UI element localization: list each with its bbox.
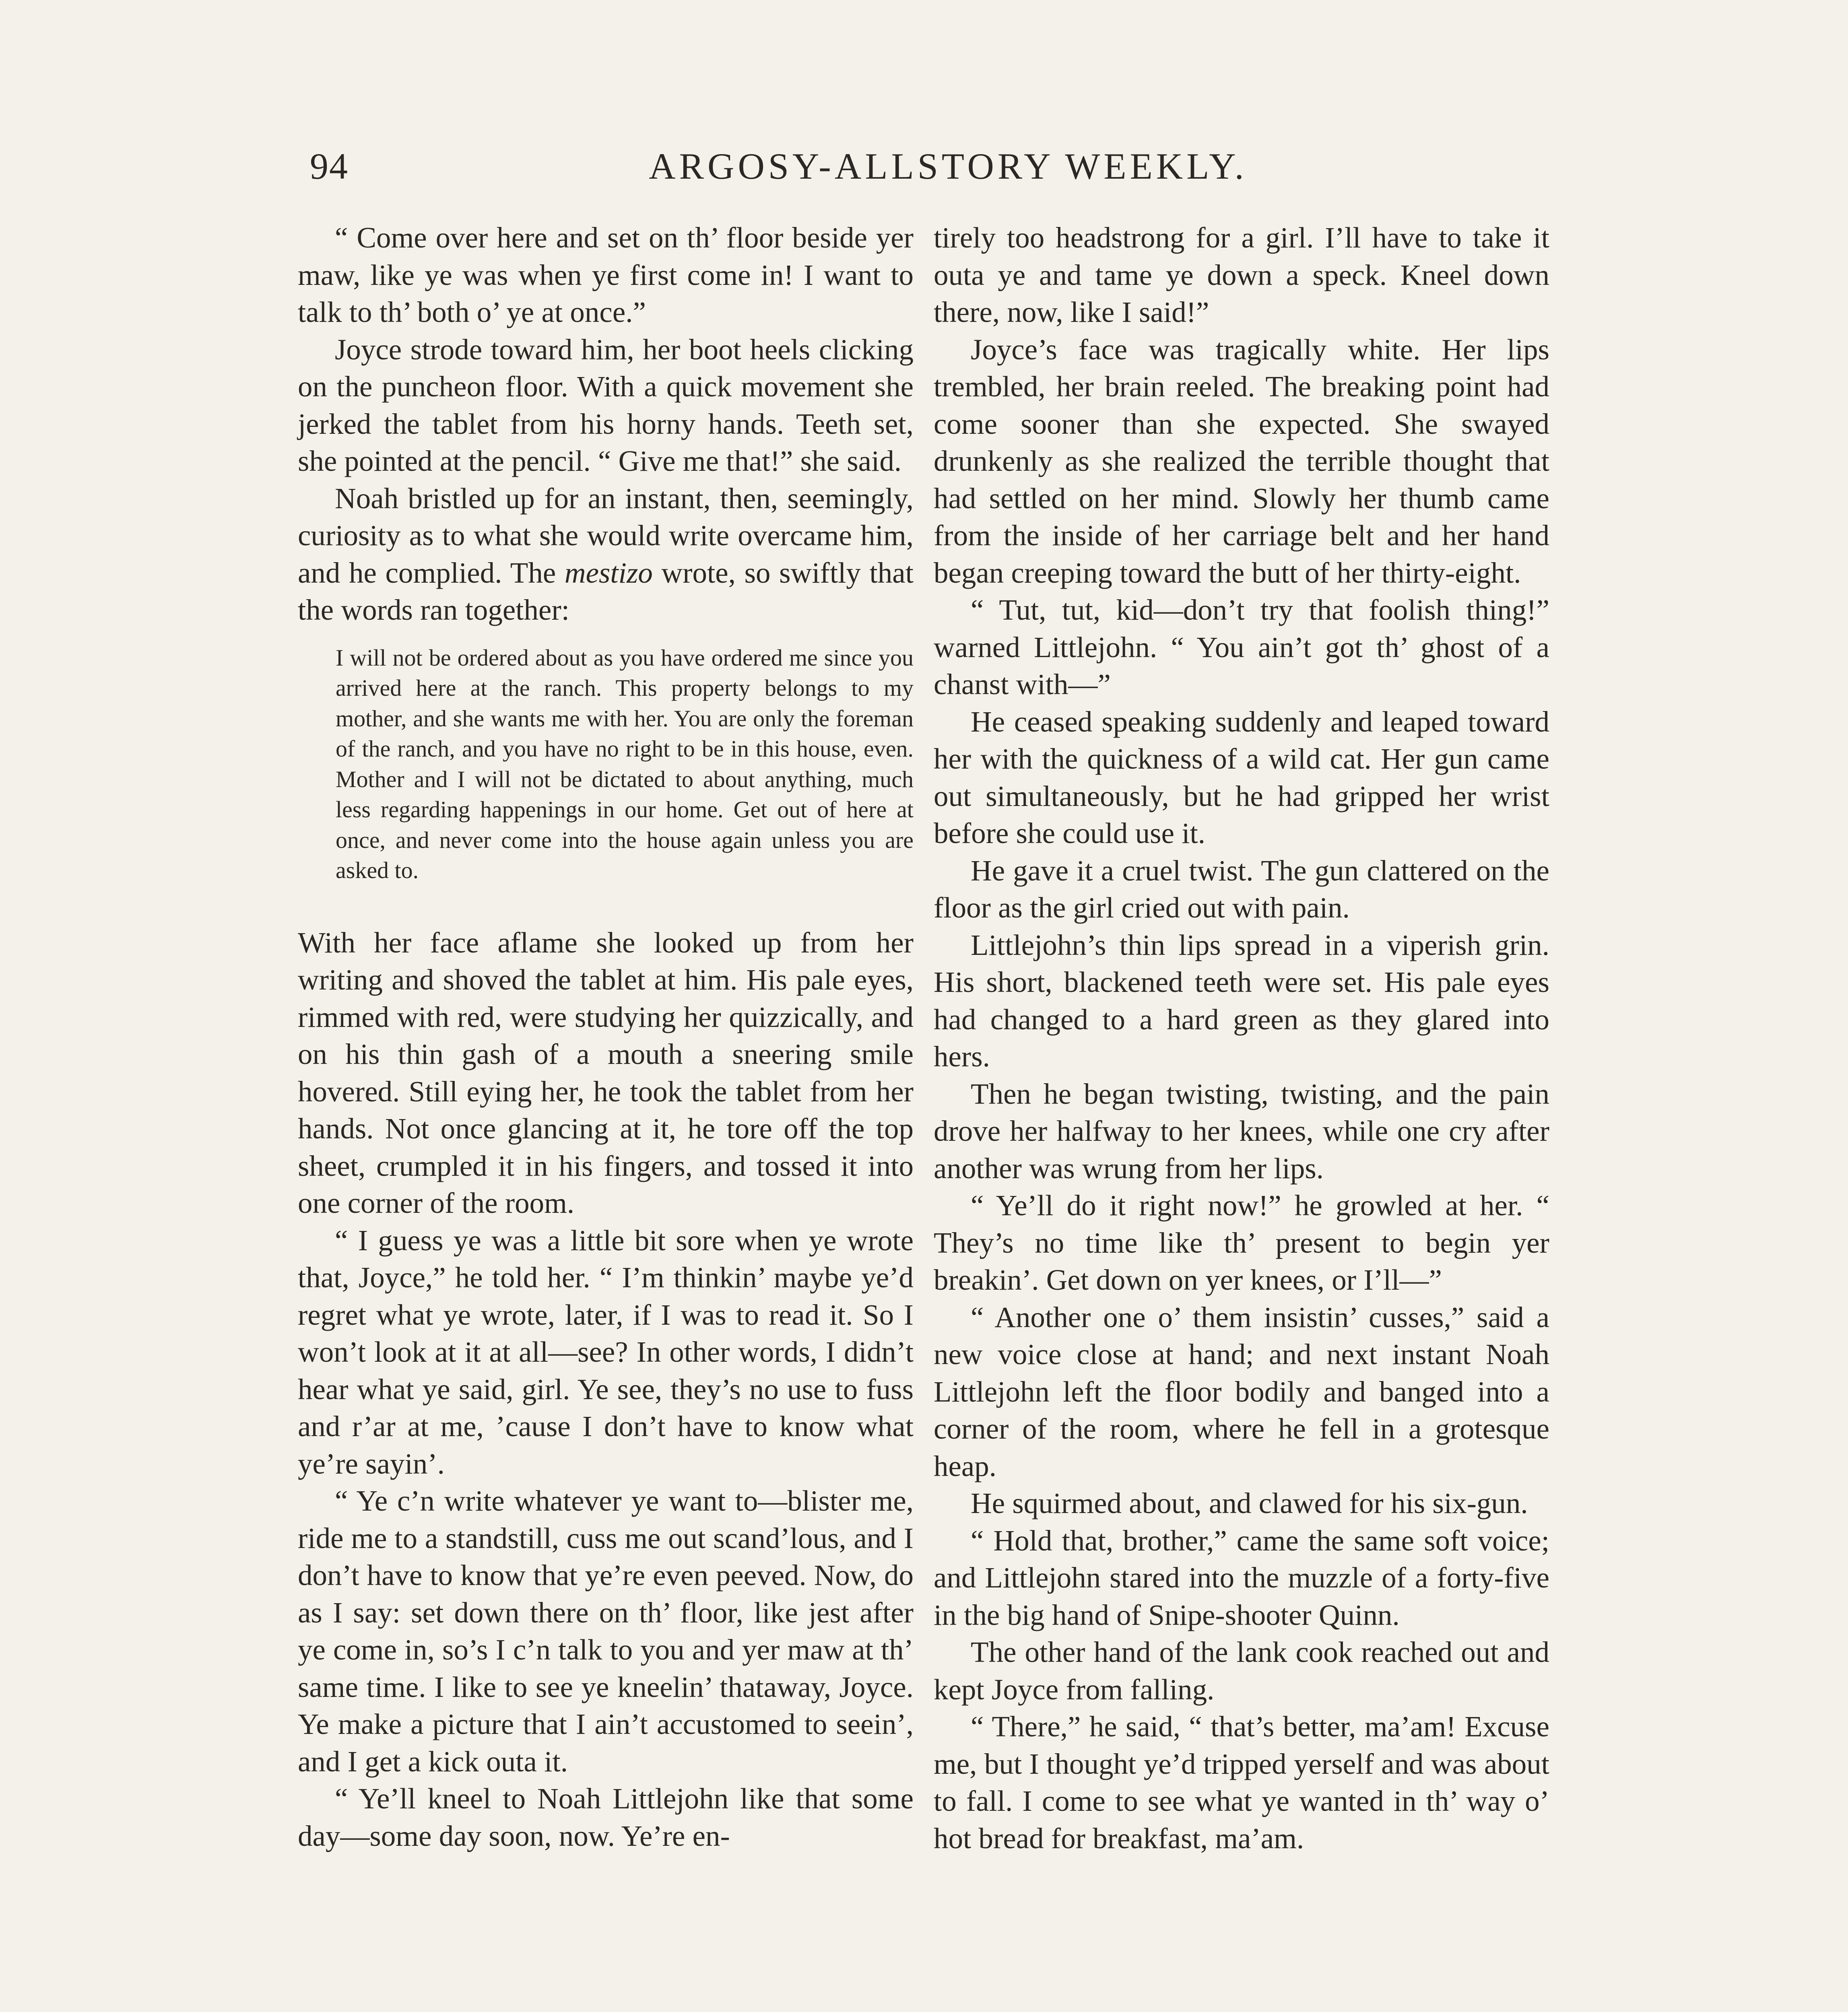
page-number: 94 xyxy=(310,146,349,187)
paragraph-text: wrote, so swiftly that the words ran together: xyxy=(298,556,914,626)
page-header xyxy=(298,145,1598,201)
paragraph: “ Hold that, brother,” came the same soft voice; and Littlejohn stared into the muzzle of a forty-five in the big hand of Snipe-shooter Quinn. xyxy=(934,1524,1549,1631)
paragraph: He squirmed about, and clawed for his six-gun. xyxy=(971,1487,1528,1519)
paragraph: “ Ye’ll kneel to Noah Littlejohn like that some day—some day soon, now. Ye’re en- xyxy=(298,1782,914,1852)
paragraph: Then he began twisting, twisting, and the pain drove her halfway to her knees, while one cry after another was wrung from her lips. xyxy=(934,1077,1549,1185)
paragraph: He gave it a cruel twist. The gun clattered on the floor as the girl cried out with pain. xyxy=(934,854,1549,924)
paragraph-text: Noah bristled up for an instant, then, seemingly, curiosity as to what she would write overcame him, and he complied. The xyxy=(298,482,914,589)
italic-word: mestizo xyxy=(564,556,653,589)
paragraph: “ Tut, tut, kid—don’t try that foolish thing!” warned Littlejohn. “ You ain’t got th’ ghost of a chanst with—” xyxy=(934,594,1549,701)
paragraph: With her face aflame she looked up from her writing and shoved the tablet at him. His pale eyes, rimmed with red, were studying her quizzically, and on his thin gash of a mouth a sneering smile hovered. Still eying her, he took the tablet from her hands. Not once glancing at it, he tore off the top sheet, crumpled it in his fingers, and tossed it into one corner of the room. xyxy=(298,926,914,1219)
paragraph: “ Ye’ll do it right now!” he growled at her. “ They’s no time like th’ present to begin yer breakin’. Get down on yer knees, or I’ll—” xyxy=(934,1189,1549,1296)
paragraph: “ Another one o’ them insistin’ cusses,” said a new voice close at hand; and next instant Noah Littlejohn left the floor bodily and banged into a corner of the room, where he fell in a grotesque heap. xyxy=(934,1301,1549,1482)
paragraph: The other hand of the lank cook reached out and kept Joyce from falling. xyxy=(934,1636,1549,1706)
paragraph-continued: tirely too headstrong for a girl. I’ll have to take it outa ye and tame ye down a speck. Kneel down there, now, like I said!” xyxy=(934,221,1549,328)
paragraph: He ceased speaking suddenly and leaped toward her with the quickness of a wild cat. Her gun came out simultaneously, but he had gripped her wrist before she could use it. xyxy=(934,705,1549,849)
paragraph: Joyce strode toward him, her boot heels clicking on the puncheon floor. With a quick movement she jerked the tablet from his horny hands. Teeth set, she pointed at the pencil. “ Give me that!” she said. xyxy=(298,333,914,477)
quoted-note: I will not be ordered about as you have ordered me since you arrived here at the ranch. This property belongs to my mother, and she wants me with her. You are only the foreman of the ranch, and you have no right to be in this house, even. Mother and I will not be dictated to about anything, much less regarding happenings in our home. Get out of here at once, and never come into the house again unless you are asked to. xyxy=(336,644,914,883)
paragraph: “ I guess ye was a little bit sore when ye wrote that, Joyce,” he told her. “ I’m thinkin’ maybe ye’d regret what ye wrote, later, if I was to read it. So I won’t look at it at all—see? In other words, I didn’t hear what ye said, girl. Ye see, they’s no use to fuss and r’ar at me, ’cause I don’t have to know what ye’re sayin’. xyxy=(298,1224,914,1480)
right-column xyxy=(934,219,1549,1857)
left-column xyxy=(298,219,914,1855)
paragraph xyxy=(298,480,914,629)
paragraph: Littlejohn’s thin lips spread in a viperish grin. His short, blackened teeth were set. His pale eyes had changed to a hard green as they glared into hers. xyxy=(934,928,1549,1073)
paragraph: “ Ye c’n write whatever ye want to—blister me, ride me to a standstill, cuss me out scand’lous, and I don’t have to know that ye’re even peeved. Now, do as I say: set down there on th’ floor, like jest after ye come in, so’s I c’n talk to you and yer maw at th’ same time. I like to see ye kneelin’ thataway, Joyce. Ye make a picture that I ain’t accustomed to seein’, and I get a kick outa it. xyxy=(298,1484,914,1778)
paragraph: “ Come over here and set on th’ floor beside yer maw, like ye was when ye first come in! I want to talk to th’ both o’ ye at once.” xyxy=(298,221,914,328)
paragraph: Joyce’s face was tragically white. Her lips trembled, her brain reeled. The breaking point had come sooner than she expected. She swayed drunkenly as she realized the terrible thought that had settled on her mind. Slowly her thumb came from the inside of her carriage belt and her hand began creeping toward the butt of her thirty-eight. xyxy=(934,333,1549,589)
running-head: ARGOSY-ALLSTORY WEEKLY. xyxy=(649,146,1248,187)
paragraph: “ There,” he said, “ that’s better, ma’am! Excuse me, but I thought ye’d tripped yerself and was about to fall. I come to see what ye wanted in th’ way o’ hot bread for breakfast, ma’am. xyxy=(934,1710,1549,1855)
